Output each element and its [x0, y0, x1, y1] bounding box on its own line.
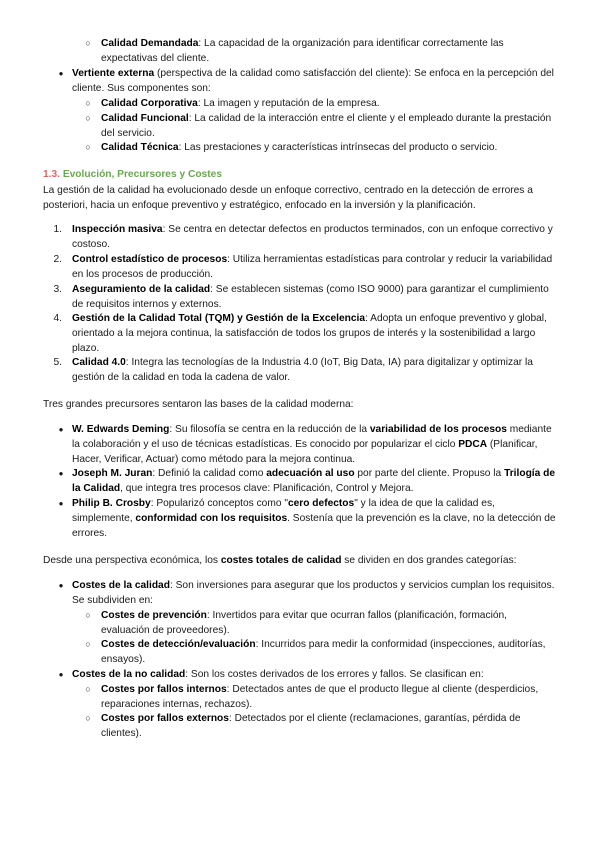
- precursors-intro: Tres grandes precursores sentaron las bases de la calidad moderna:: [43, 399, 354, 410]
- list-number: 3.: [53, 284, 62, 295]
- description: : Son inversiones para asegurar que los productos y servicios cumplan los requisitos. Se subdividen en:: [72, 580, 555, 606]
- term: Inspección masiva: [72, 224, 163, 235]
- term: Costes de detección/evaluación: [101, 639, 256, 650]
- description: : Utiliza herramientas estadísticas para controlar y reducir la variabilidad en los procesos de producción.: [72, 254, 553, 280]
- description: : Invertidos para evitar que ocurran fallos (planificación, formación, evaluación de proveedores).: [101, 610, 507, 636]
- emphasis: Trilogía de la Calidad: [72, 468, 556, 494]
- term: Aseguramiento de la calidad: [72, 284, 211, 295]
- term: Calidad Corporativa: [101, 98, 198, 109]
- emphasis: adecuación al uso: [266, 468, 355, 479]
- section-number: 1.3.: [43, 169, 60, 180]
- evolution-item-5: [72, 355, 556, 385]
- term: Costes de la no calidad: [72, 669, 186, 680]
- circle-bullet-icon: ○: [85, 113, 91, 123]
- circle-bullet-icon: ○: [85, 142, 91, 152]
- description: : Detectados por el cliente (reclamaciones, garantías, pérdida de clientes).: [101, 713, 521, 739]
- text: (Planificar, Hacer, Verificar, Actuar) como método para la mejora continua.: [72, 439, 538, 465]
- emphasis: costes totales de calidad: [220, 555, 342, 566]
- circle-bullet-icon: ○: [85, 38, 91, 48]
- description: : Son los costes derivados de los errores y fallos. Se clasifican en:: [185, 669, 484, 680]
- bullet-icon: ●: [58, 69, 64, 78]
- term: Calidad Técnica: [101, 142, 179, 153]
- description: (perspectiva de la calidad como satisfacción del cliente): Se enfoca en la percepción del cliente. Sus componentes son:: [72, 68, 554, 94]
- term: W. Edwards Deming: [72, 424, 170, 435]
- description: : Se establecen sistemas (como ISO 9000) para garantizar el cumplimiento de requisitos internos y externos.: [72, 284, 549, 310]
- description: : Las prestaciones y características intrínsecas del producto o servicio.: [178, 142, 498, 153]
- term: Joseph M. Juran: [72, 468, 153, 479]
- description: : Se centra en detectar defectos en productos terminados, con un enfoque correctivo y costoso.: [72, 224, 553, 250]
- precursor-deming: [72, 422, 556, 467]
- cost-subitem-internos: [101, 682, 556, 712]
- bullet-icon: ●: [58, 425, 64, 434]
- bullet-icon: ●: [58, 670, 64, 679]
- bullet-icon: ●: [58, 581, 64, 590]
- bullet-icon: ●: [58, 469, 64, 478]
- term: Costes de la calidad: [72, 580, 170, 591]
- term: Vertiente externa: [72, 68, 155, 79]
- term: Costes por fallos internos: [101, 684, 227, 695]
- evolution-item-2: [72, 252, 556, 282]
- list-number: 4.: [53, 313, 62, 324]
- term: Gestión de la Calidad Total (TQM) y Gestión de la Excelencia: [72, 313, 366, 324]
- cost-subitem-deteccion: [101, 637, 556, 667]
- evolution-item-1: [72, 222, 556, 252]
- evolution-item-3: [72, 282, 556, 312]
- description: : Incurridos para medir la conformidad (inspecciones, auditorías, ensayos).: [101, 639, 546, 665]
- emphasis: variabilidad de los procesos: [369, 424, 507, 435]
- text: : Definió la calidad como: [152, 468, 267, 479]
- text: Desde una perspectiva económica, los: [43, 555, 221, 566]
- text: : Su filosofía se centra en la reducción de la: [169, 424, 370, 435]
- text: , que integra tres procesos clave: Planificación, Control y Mejora.: [120, 483, 414, 494]
- list-item-calidad-corporativa: [101, 96, 556, 111]
- emphasis: PDCA: [458, 439, 488, 450]
- description: : La calidad de la interacción entre el cliente y el empleado durante la prestación del servicio.: [101, 113, 552, 139]
- text: mediante la colaboración y el uso de técnicas estadísticas. Es conocido por popularizar el ciclo: [72, 424, 552, 450]
- description: : La capacidad de la organización para identificar correctamente las expectativas del cliente.: [101, 38, 504, 64]
- term: Calidad 4.0: [72, 357, 126, 368]
- bullet-icon: ●: [58, 499, 64, 508]
- precursor-juran: [72, 466, 556, 496]
- list-item-calidad-funcional: [101, 111, 556, 141]
- emphasis: cero defectos: [287, 498, 355, 509]
- list-item-calidad-tecnica: [101, 140, 556, 155]
- text: por parte del cliente. Propuso la: [354, 468, 505, 479]
- term: Costes por fallos externos: [101, 713, 229, 724]
- list-number: 2.: [53, 254, 62, 265]
- term: Calidad Funcional: [101, 113, 189, 124]
- description: : Detectados antes de que el producto llegue al cliente (desperdicios, reparaciones internas, rechazos).: [101, 684, 539, 710]
- circle-bullet-icon: ○: [85, 639, 91, 649]
- section-title: Evolución, Precursores y Costes: [60, 169, 222, 180]
- cost-subitem-prevencion: [101, 608, 556, 638]
- text: : Popularizó conceptos como ": [150, 498, 288, 509]
- description: : La imagen y reputación de la empresa.: [197, 98, 380, 109]
- term: Calidad Demandada: [101, 38, 199, 49]
- cost-subitem-externos: [101, 711, 556, 741]
- section-heading: [43, 167, 556, 182]
- list-item-vertiente-externa: [72, 66, 556, 96]
- list-number: 5.: [53, 357, 62, 368]
- costs-intro: [43, 553, 556, 568]
- circle-bullet-icon: ○: [85, 610, 91, 620]
- text: " y la idea de que la calidad es, simplemente,: [72, 498, 495, 524]
- precursor-crosby: [72, 496, 556, 541]
- text: se dividen en dos grandes categorías:: [341, 555, 517, 566]
- cost-item-calidad: [72, 578, 556, 608]
- circle-bullet-icon: ○: [85, 713, 91, 723]
- emphasis: conformidad con los requisitos: [135, 513, 288, 524]
- circle-bullet-icon: ○: [85, 684, 91, 694]
- section-intro: La gestión de la calidad ha evolucionado desde un enfoque correctivo, centrado en la detección de errores a posteriori, hacia un enfoque preventivo y estratégico, enfocado en la inversión y la planificación.: [43, 185, 533, 211]
- description: : Adopta un enfoque preventivo y global, orientado a la mejora continua, la satisfacción de todos los grupos de interés y la sostenibilidad a largo plazo.: [72, 313, 547, 354]
- evolution-item-4: [72, 311, 556, 356]
- text: . Sostenía que la prevención es la clave, no la detección de errores.: [72, 513, 556, 539]
- list-item-calidad-demandada: [101, 36, 556, 66]
- list-number: 1.: [53, 224, 62, 235]
- circle-bullet-icon: ○: [85, 98, 91, 108]
- cost-item-no-calidad: [72, 667, 556, 682]
- term: Costes de prevención: [101, 610, 207, 621]
- description: : Integra las tecnologías de la Industria 4.0 (IoT, Big Data, IA) para digitalizar y optimizar la gestión de la calidad en toda la cadena de valor.: [72, 357, 533, 383]
- term: Control estadístico de procesos: [72, 254, 228, 265]
- term: Philip B. Crosby: [72, 498, 151, 509]
